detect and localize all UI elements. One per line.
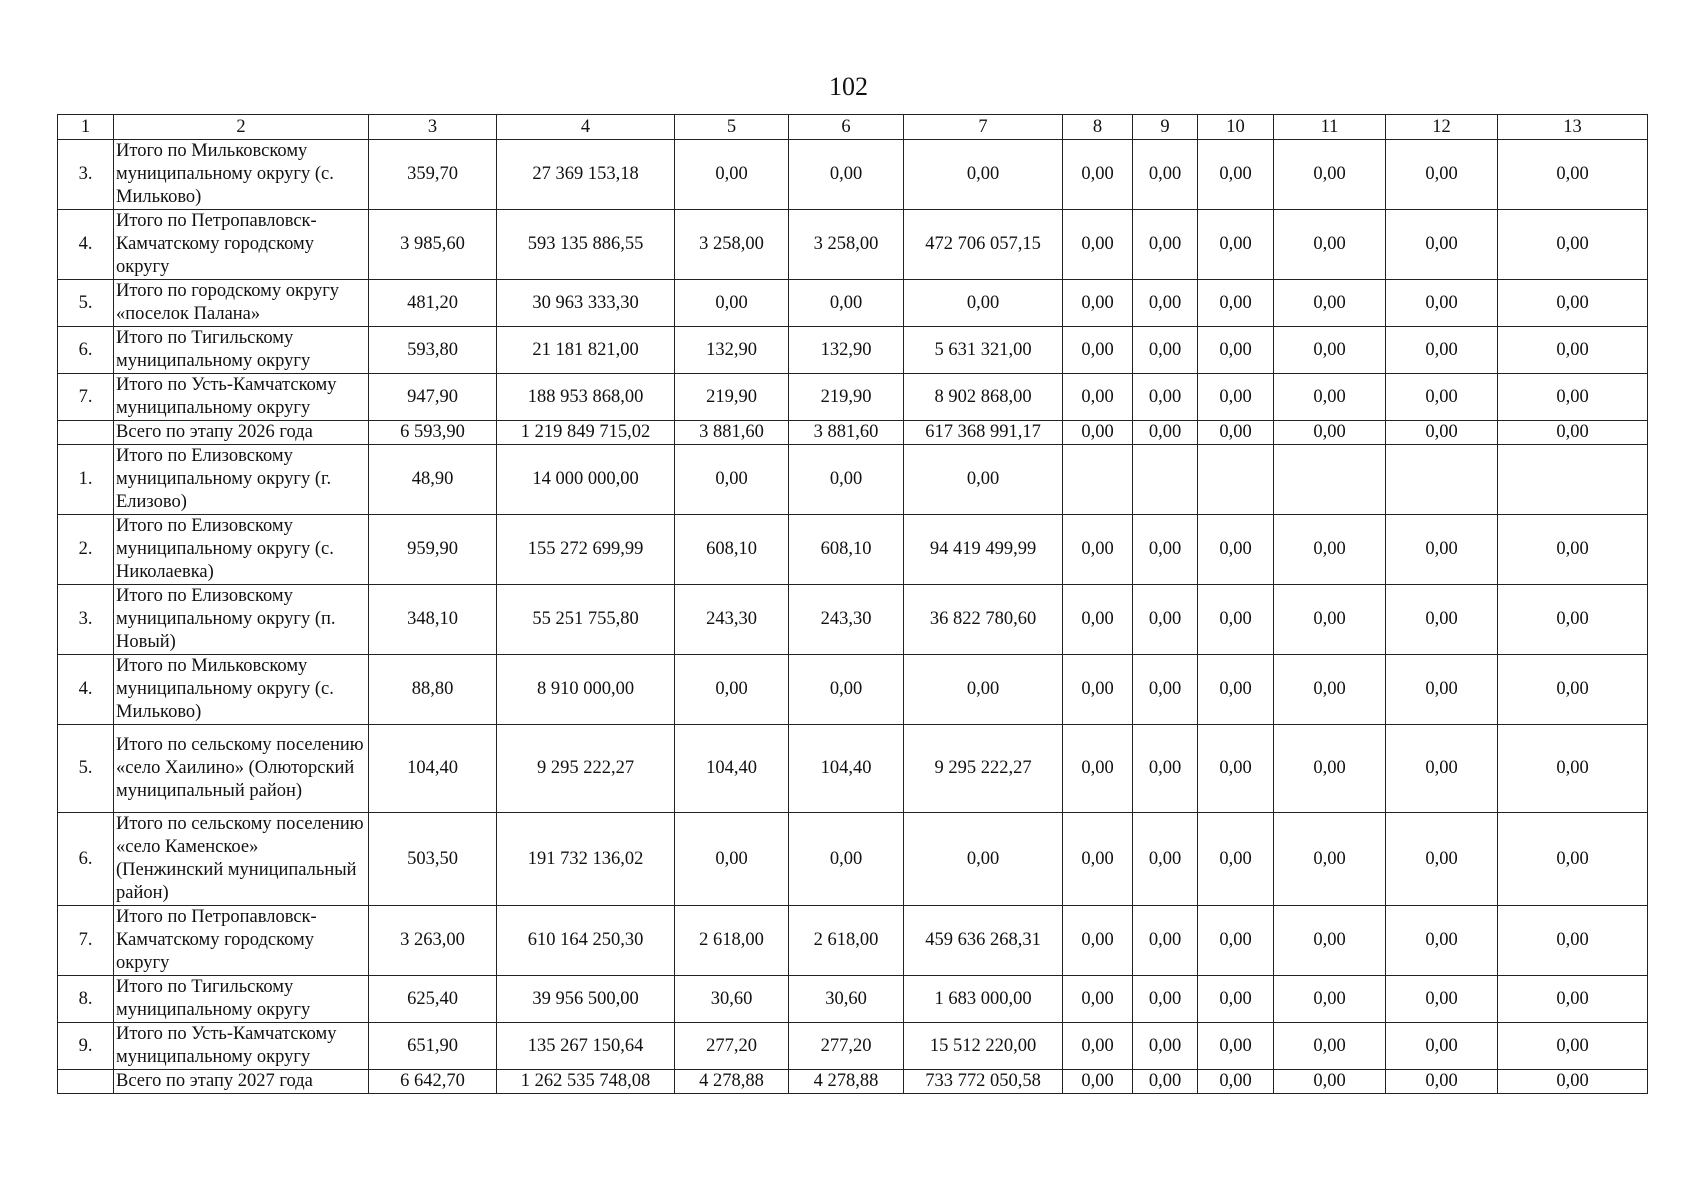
value-cell: 0,00 xyxy=(1498,210,1648,280)
value-cell: 0,00 xyxy=(1274,374,1386,421)
value-cell: 0,00 xyxy=(1133,906,1198,976)
table-row xyxy=(58,976,1648,1023)
value-cell: 0,00 xyxy=(1386,515,1498,585)
value-cell: 1 683 000,00 xyxy=(904,976,1063,1023)
row-name-cell: Итого по Елизовскому муниципальному округу (г. Елизово) xyxy=(114,445,369,515)
value-cell: 0,00 xyxy=(1274,280,1386,327)
row-number-cell xyxy=(58,421,114,445)
value-cell: 0,00 xyxy=(1198,1070,1274,1094)
value-cell: 625,40 xyxy=(369,976,497,1023)
table-row xyxy=(58,280,1648,327)
value-cell: 191 732 136,02 xyxy=(497,813,675,906)
column-header: 6 xyxy=(789,115,904,140)
value-cell xyxy=(1133,445,1198,515)
value-cell: 0,00 xyxy=(1063,725,1133,813)
table-row xyxy=(58,813,1648,906)
table-row xyxy=(58,585,1648,655)
value-cell: 0,00 xyxy=(789,140,904,210)
column-header: 5 xyxy=(675,115,789,140)
value-cell: 0,00 xyxy=(904,140,1063,210)
value-cell: 0,00 xyxy=(1198,327,1274,374)
value-cell: 4 278,88 xyxy=(675,1070,789,1094)
value-cell: 0,00 xyxy=(1063,585,1133,655)
value-cell: 9 295 222,27 xyxy=(904,725,1063,813)
value-cell: 21 181 821,00 xyxy=(497,327,675,374)
value-cell: 348,10 xyxy=(369,585,497,655)
value-cell: 0,00 xyxy=(675,655,789,725)
value-cell: 15 512 220,00 xyxy=(904,1023,1063,1070)
value-cell: 6 593,90 xyxy=(369,421,497,445)
value-cell: 0,00 xyxy=(1198,280,1274,327)
value-cell: 8 910 000,00 xyxy=(497,655,675,725)
value-cell: 48,90 xyxy=(369,445,497,515)
value-cell: 219,90 xyxy=(675,374,789,421)
value-cell: 0,00 xyxy=(904,813,1063,906)
value-cell: 243,30 xyxy=(675,585,789,655)
column-header: 3 xyxy=(369,115,497,140)
value-cell: 0,00 xyxy=(1133,210,1198,280)
value-cell: 0,00 xyxy=(1063,374,1133,421)
row-number-cell: 3. xyxy=(58,140,114,210)
value-cell: 30 963 333,30 xyxy=(497,280,675,327)
value-cell: 27 369 153,18 xyxy=(497,140,675,210)
column-header: 8 xyxy=(1063,115,1133,140)
value-cell xyxy=(1274,445,1386,515)
value-cell: 0,00 xyxy=(1133,585,1198,655)
value-cell: 14 000 000,00 xyxy=(497,445,675,515)
row-name-cell: Итого по Елизовскому муниципальному округу (с. Николаевка) xyxy=(114,515,369,585)
value-cell: 0,00 xyxy=(675,813,789,906)
row-number-cell xyxy=(58,1070,114,1094)
value-cell: 94 419 499,99 xyxy=(904,515,1063,585)
value-cell: 0,00 xyxy=(789,813,904,906)
row-number-cell: 2. xyxy=(58,515,114,585)
value-cell: 0,00 xyxy=(1198,655,1274,725)
value-cell: 0,00 xyxy=(1133,327,1198,374)
value-cell: 0,00 xyxy=(675,445,789,515)
column-header: 12 xyxy=(1386,115,1498,140)
row-name-cell: Всего по этапу 2026 года xyxy=(114,421,369,445)
value-cell: 0,00 xyxy=(1198,976,1274,1023)
value-cell: 0,00 xyxy=(1274,585,1386,655)
value-cell: 0,00 xyxy=(1274,515,1386,585)
value-cell: 0,00 xyxy=(904,280,1063,327)
value-cell: 0,00 xyxy=(1198,515,1274,585)
table-row xyxy=(58,374,1648,421)
value-cell: 0,00 xyxy=(1198,906,1274,976)
value-cell: 651,90 xyxy=(369,1023,497,1070)
row-number-cell: 5. xyxy=(58,280,114,327)
value-cell: 593,80 xyxy=(369,327,497,374)
value-cell xyxy=(1498,445,1648,515)
value-cell: 0,00 xyxy=(1133,976,1198,1023)
value-cell: 608,10 xyxy=(789,515,904,585)
value-cell: 0,00 xyxy=(1198,813,1274,906)
value-cell: 617 368 991,17 xyxy=(904,421,1063,445)
value-cell: 0,00 xyxy=(1063,140,1133,210)
value-cell: 608,10 xyxy=(675,515,789,585)
value-cell: 0,00 xyxy=(789,655,904,725)
row-name-cell: Итого по Елизовскому муниципальному округу (п. Новый) xyxy=(114,585,369,655)
value-cell: 0,00 xyxy=(1274,725,1386,813)
value-cell: 0,00 xyxy=(1063,813,1133,906)
column-header: 4 xyxy=(497,115,675,140)
value-cell: 0,00 xyxy=(1133,1070,1198,1094)
column-header: 13 xyxy=(1498,115,1648,140)
value-cell: 0,00 xyxy=(1274,327,1386,374)
row-number-cell: 7. xyxy=(58,906,114,976)
value-cell: 0,00 xyxy=(675,280,789,327)
row-name-cell: Итого по Усть-Камчатскому муниципальному округу xyxy=(114,1023,369,1070)
row-number-cell: 9. xyxy=(58,1023,114,1070)
value-cell: 0,00 xyxy=(1133,374,1198,421)
column-header: 10 xyxy=(1198,115,1274,140)
column-header: 7 xyxy=(904,115,1063,140)
value-cell: 0,00 xyxy=(789,445,904,515)
table-row xyxy=(58,445,1648,515)
value-cell: 0,00 xyxy=(1274,140,1386,210)
value-cell: 0,00 xyxy=(1063,515,1133,585)
value-cell: 0,00 xyxy=(1386,374,1498,421)
value-cell: 0,00 xyxy=(1498,280,1648,327)
value-cell: 0,00 xyxy=(1498,515,1648,585)
value-cell: 733 772 050,58 xyxy=(904,1070,1063,1094)
table-row xyxy=(58,906,1648,976)
row-name-cell: Всего по этапу 2027 года xyxy=(114,1070,369,1094)
value-cell: 0,00 xyxy=(1386,906,1498,976)
value-cell: 155 272 699,99 xyxy=(497,515,675,585)
value-cell: 0,00 xyxy=(1063,906,1133,976)
table-header-row xyxy=(58,115,1648,140)
table-row xyxy=(58,515,1648,585)
value-cell: 0,00 xyxy=(1133,515,1198,585)
value-cell: 947,90 xyxy=(369,374,497,421)
value-cell: 0,00 xyxy=(1133,421,1198,445)
value-cell: 0,00 xyxy=(1386,140,1498,210)
value-cell: 0,00 xyxy=(1498,1023,1648,1070)
row-number-cell: 1. xyxy=(58,445,114,515)
value-cell xyxy=(1063,445,1133,515)
value-cell: 104,40 xyxy=(369,725,497,813)
value-cell: 243,30 xyxy=(789,585,904,655)
value-cell: 0,00 xyxy=(1063,1070,1133,1094)
value-cell: 104,40 xyxy=(675,725,789,813)
table-row xyxy=(58,210,1648,280)
row-name-cell: Итого по Мильковскому муниципальному округу (с. Мильково) xyxy=(114,140,369,210)
value-cell: 0,00 xyxy=(1198,210,1274,280)
value-cell: 2 618,00 xyxy=(789,906,904,976)
value-cell: 2 618,00 xyxy=(675,906,789,976)
value-cell: 277,20 xyxy=(675,1023,789,1070)
value-cell: 472 706 057,15 xyxy=(904,210,1063,280)
value-cell: 0,00 xyxy=(1133,655,1198,725)
table-row xyxy=(58,725,1648,813)
value-cell: 135 267 150,64 xyxy=(497,1023,675,1070)
table-row xyxy=(58,1070,1648,1094)
row-number-cell: 6. xyxy=(58,813,114,906)
value-cell: 593 135 886,55 xyxy=(497,210,675,280)
value-cell: 0,00 xyxy=(1063,1023,1133,1070)
table-row xyxy=(58,140,1648,210)
column-header: 1 xyxy=(58,115,114,140)
row-name-cell: Итого по сельскому поселению «село Хаилино» (Олюторский муниципальный район) xyxy=(114,725,369,813)
value-cell: 0,00 xyxy=(1386,421,1498,445)
table-row xyxy=(58,1023,1648,1070)
value-cell: 0,00 xyxy=(1498,421,1648,445)
value-cell: 0,00 xyxy=(1133,725,1198,813)
row-name-cell: Итого по Петропавловск-Камчатскому городскому округу xyxy=(114,210,369,280)
row-name-cell: Итого по Тигильскому муниципальному округу xyxy=(114,327,369,374)
value-cell xyxy=(1386,445,1498,515)
value-cell: 0,00 xyxy=(1498,585,1648,655)
table-row xyxy=(58,655,1648,725)
table-row xyxy=(58,327,1648,374)
row-number-cell: 4. xyxy=(58,210,114,280)
value-cell: 0,00 xyxy=(675,140,789,210)
value-cell: 0,00 xyxy=(1063,327,1133,374)
value-cell: 0,00 xyxy=(1386,1023,1498,1070)
value-cell: 39 956 500,00 xyxy=(497,976,675,1023)
value-cell: 0,00 xyxy=(1498,976,1648,1023)
value-cell: 277,20 xyxy=(789,1023,904,1070)
value-cell: 0,00 xyxy=(1274,421,1386,445)
value-cell: 610 164 250,30 xyxy=(497,906,675,976)
value-cell: 6 642,70 xyxy=(369,1070,497,1094)
value-cell: 3 881,60 xyxy=(675,421,789,445)
value-cell: 104,40 xyxy=(789,725,904,813)
value-cell: 0,00 xyxy=(1063,210,1133,280)
value-cell: 219,90 xyxy=(789,374,904,421)
table-row xyxy=(58,421,1648,445)
value-cell: 132,90 xyxy=(675,327,789,374)
value-cell: 459 636 268,31 xyxy=(904,906,1063,976)
value-cell: 3 881,60 xyxy=(789,421,904,445)
value-cell: 3 985,60 xyxy=(369,210,497,280)
value-cell: 3 258,00 xyxy=(789,210,904,280)
value-cell: 0,00 xyxy=(1133,140,1198,210)
value-cell: 0,00 xyxy=(1386,280,1498,327)
value-cell: 0,00 xyxy=(1133,813,1198,906)
value-cell: 0,00 xyxy=(1386,976,1498,1023)
column-header: 2 xyxy=(114,115,369,140)
value-cell: 0,00 xyxy=(904,655,1063,725)
value-cell: 0,00 xyxy=(1063,976,1133,1023)
value-cell: 0,00 xyxy=(1198,1023,1274,1070)
value-cell: 0,00 xyxy=(1274,906,1386,976)
row-name-cell: Итого по городскому округу «поселок Палана» xyxy=(114,280,369,327)
row-name-cell: Итого по Усть-Камчатскому муниципальному округу xyxy=(114,374,369,421)
value-cell: 1 262 535 748,08 xyxy=(497,1070,675,1094)
value-cell: 9 295 222,27 xyxy=(497,725,675,813)
row-number-cell: 3. xyxy=(58,585,114,655)
row-number-cell: 5. xyxy=(58,725,114,813)
value-cell: 0,00 xyxy=(1274,1023,1386,1070)
value-cell: 0,00 xyxy=(1198,374,1274,421)
value-cell xyxy=(1198,445,1274,515)
value-cell: 359,70 xyxy=(369,140,497,210)
value-cell: 959,90 xyxy=(369,515,497,585)
value-cell: 0,00 xyxy=(1386,210,1498,280)
value-cell: 0,00 xyxy=(1386,725,1498,813)
value-cell: 5 631 321,00 xyxy=(904,327,1063,374)
row-name-cell: Итого по сельскому поселению «село Каменское» (Пенжинский муниципальный район) xyxy=(114,813,369,906)
value-cell: 0,00 xyxy=(1274,976,1386,1023)
value-cell: 0,00 xyxy=(1198,725,1274,813)
row-number-cell: 8. xyxy=(58,976,114,1023)
value-cell: 0,00 xyxy=(789,280,904,327)
value-cell: 0,00 xyxy=(904,445,1063,515)
value-cell: 0,00 xyxy=(1063,280,1133,327)
value-cell: 3 258,00 xyxy=(675,210,789,280)
value-cell: 0,00 xyxy=(1274,210,1386,280)
value-cell: 0,00 xyxy=(1198,585,1274,655)
value-cell: 3 263,00 xyxy=(369,906,497,976)
value-cell: 0,00 xyxy=(1274,655,1386,725)
value-cell: 30,60 xyxy=(675,976,789,1023)
value-cell: 88,80 xyxy=(369,655,497,725)
value-cell: 0,00 xyxy=(1386,1070,1498,1094)
value-cell: 0,00 xyxy=(1498,1070,1648,1094)
row-number-cell: 4. xyxy=(58,655,114,725)
value-cell: 0,00 xyxy=(1498,327,1648,374)
value-cell: 0,00 xyxy=(1198,140,1274,210)
value-cell: 0,00 xyxy=(1498,655,1648,725)
value-cell: 0,00 xyxy=(1063,421,1133,445)
value-cell: 0,00 xyxy=(1498,140,1648,210)
value-cell: 0,00 xyxy=(1386,327,1498,374)
value-cell: 0,00 xyxy=(1386,585,1498,655)
data-table xyxy=(57,114,1648,1094)
column-header: 11 xyxy=(1274,115,1386,140)
value-cell: 0,00 xyxy=(1133,1023,1198,1070)
value-cell: 188 953 868,00 xyxy=(497,374,675,421)
value-cell: 0,00 xyxy=(1498,906,1648,976)
value-cell: 0,00 xyxy=(1386,655,1498,725)
row-name-cell: Итого по Мильковскому муниципальному округу (с. Мильково) xyxy=(114,655,369,725)
value-cell: 0,00 xyxy=(1063,655,1133,725)
value-cell: 132,90 xyxy=(789,327,904,374)
value-cell: 0,00 xyxy=(1133,280,1198,327)
column-header: 9 xyxy=(1133,115,1198,140)
value-cell: 55 251 755,80 xyxy=(497,585,675,655)
row-name-cell: Итого по Петропавловск-Камчатскому городскому округу xyxy=(114,906,369,976)
row-number-cell: 7. xyxy=(58,374,114,421)
value-cell: 0,00 xyxy=(1498,374,1648,421)
row-number-cell: 6. xyxy=(58,327,114,374)
value-cell: 1 219 849 715,02 xyxy=(497,421,675,445)
value-cell: 481,20 xyxy=(369,280,497,327)
value-cell: 503,50 xyxy=(369,813,497,906)
value-cell: 0,00 xyxy=(1498,725,1648,813)
value-cell: 0,00 xyxy=(1386,813,1498,906)
value-cell: 0,00 xyxy=(1198,421,1274,445)
page-number: 102 xyxy=(829,72,868,101)
row-name-cell: Итого по Тигильскому муниципальному округу xyxy=(114,976,369,1023)
value-cell: 0,00 xyxy=(1274,813,1386,906)
value-cell: 4 278,88 xyxy=(789,1070,904,1094)
value-cell: 30,60 xyxy=(789,976,904,1023)
value-cell: 0,00 xyxy=(1274,1070,1386,1094)
value-cell: 8 902 868,00 xyxy=(904,374,1063,421)
value-cell: 36 822 780,60 xyxy=(904,585,1063,655)
value-cell: 0,00 xyxy=(1498,813,1648,906)
